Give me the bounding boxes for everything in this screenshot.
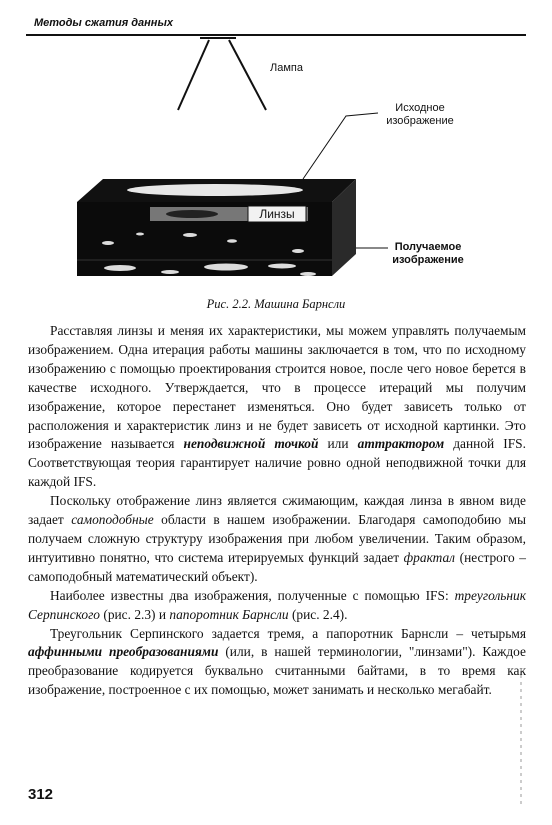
text-run: (рис. 2.3) и	[100, 606, 170, 622]
barnsley-machine-figure	[0, 36, 552, 311]
text-run: Поскольку отображение линз является сжимающим, каждая линза в явном виде задает	[28, 493, 526, 528]
text-run: (рис. 2.4).	[288, 606, 348, 622]
text-run: области в нашем изображении. Благодаря самоподобию мы получаем сложную структуру изображения при любом увеличении. Таким образом, интуитивно понятно, что система итерируемых функций задает	[28, 512, 526, 565]
text-run: Расставляя линзы и меняя их характеристики, мы можем управлять получаемым изображением. Одна итерация работы машины заключается в том, что по исходному изображению с помощью проектирования строится новое, после чего новое берется в качестве исходного. Утверждается, что в процессе итераций мы получим изображение, которое перестанет изменяться. Оно будет зависеть только от расположения и характеристик линз и не будет зависеть от исходной картинки. Это изображение называется	[28, 323, 526, 452]
figure-illustration	[0, 36, 552, 311]
text-run: Наиболее известны два изображения, полученные с помощью IFS:	[50, 587, 455, 603]
text-run: (нестрого – самоподобный математический объект).	[28, 549, 527, 584]
text-run: или	[318, 436, 358, 452]
term: аттрактором	[357, 436, 445, 452]
lens-label: Линзы	[259, 207, 295, 221]
paragraph-2	[28, 492, 526, 587]
text-run: данной IFS. Соответствующая теория гарантирует наличие ровно одной неподвижной точки для каждой IFS.	[28, 436, 526, 490]
paragraph-3	[28, 587, 526, 625]
text-run: (или, в нашей терминологии, "линзами"). Каждое преобразование кодируется буквально считанными байтами, в то время как изображение, построенное с их помощью, может занимать и несколько мегабайт.	[28, 644, 526, 698]
paragraph-1	[28, 322, 526, 492]
term: треугольник Серпинского	[28, 587, 526, 622]
text-run: Треугольник Серпинского задается тремя, а папоротник Барнсли – четырьмя	[50, 625, 526, 641]
term: папоротник Барнсли	[169, 606, 289, 622]
term: неподвижной точкой	[183, 436, 319, 452]
source-image-label: Исходное изображение	[386, 102, 454, 127]
term: фрактал	[403, 549, 456, 565]
page-number: 312	[28, 786, 54, 803]
running-header	[26, 16, 526, 36]
running-header-title: Методы сжатия данных	[34, 17, 173, 29]
source-pointer-line	[303, 113, 378, 179]
page-edge-mark	[520, 668, 522, 808]
lamp-icon	[178, 38, 266, 110]
lamp-label: Лампа	[270, 62, 303, 74]
body-text	[28, 322, 526, 700]
paragraph-4	[28, 625, 526, 701]
term: аффинными преобразованиями	[28, 644, 219, 660]
figure-caption: Рис. 2.2. Машина Барнсли	[206, 297, 346, 311]
result-image-label: Получаемое изображение	[392, 241, 464, 266]
term: самоподобные	[71, 512, 154, 528]
source-image-shape	[127, 184, 303, 196]
